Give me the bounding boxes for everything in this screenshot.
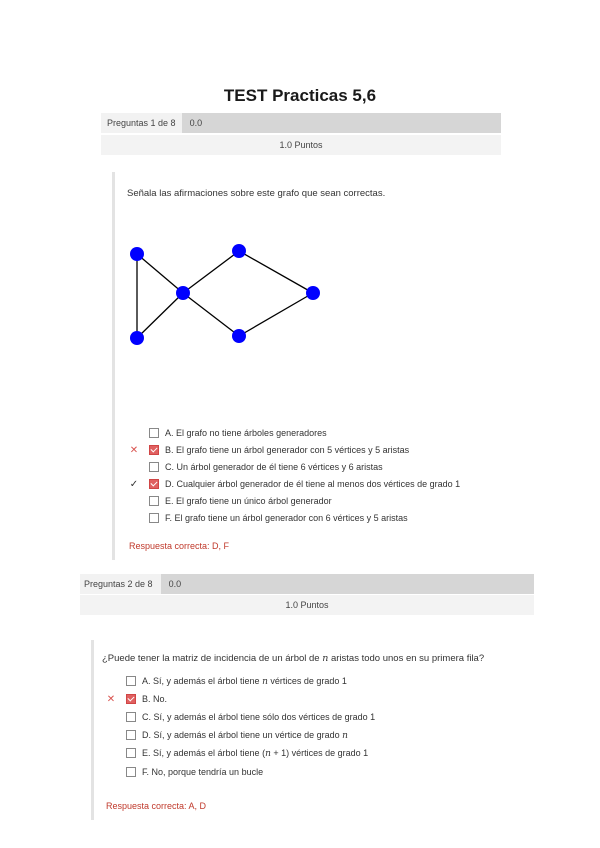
- question-1-points: [101, 135, 501, 155]
- checkbox-checked[interactable]: [126, 694, 136, 704]
- option-text: A. El grafo no tiene árboles generadores: [165, 428, 327, 438]
- option-text: F. No, porque tendría un bucle: [142, 767, 264, 777]
- q2-option-a[interactable]: [126, 674, 347, 688]
- checkbox[interactable]: [149, 496, 159, 506]
- checkbox[interactable]: [126, 730, 136, 740]
- graph-edge: [137, 254, 183, 293]
- q1-option-b[interactable]: [129, 443, 410, 457]
- graph-edge: [183, 251, 239, 293]
- graph-edge: [239, 293, 313, 336]
- question-2-points: [80, 595, 534, 615]
- graph-edge: [183, 293, 239, 336]
- option-text: B. No.: [142, 694, 168, 704]
- graph-node: [176, 286, 190, 300]
- option-text: E. Sí, y además el árbol tiene (n + 1) vértices de grado 1: [142, 747, 369, 759]
- question-2-number: Preguntas 2 de 8: [80, 574, 161, 594]
- question-2-score: 0.0: [168, 579, 182, 589]
- question-1-correct-answer: Respuesta correcta: D, F: [129, 541, 230, 551]
- option-text: A. Sí, y además el árbol tiene n vértices de grado 1: [142, 675, 347, 687]
- question-2-prompt: ¿Puede tener la matriz de incidencia de un árbol de n aristas todo unos en su primera fila?: [102, 653, 485, 664]
- option-text: C. Un árbol generador de él tiene 6 vértices y 6 aristas: [165, 462, 383, 472]
- incorrect-icon: ✕: [106, 693, 116, 705]
- checkbox[interactable]: [149, 428, 159, 438]
- graph-node: [232, 244, 246, 258]
- graph-edges: [137, 251, 313, 338]
- graph-node: [130, 247, 144, 261]
- correct-icon: ✓: [129, 478, 139, 490]
- option-text: F. El grafo tiene un árbol generador con 6 vértices y 5 aristas: [165, 513, 408, 523]
- q1-option-d[interactable]: [129, 477, 461, 491]
- checkbox[interactable]: [126, 712, 136, 722]
- checkbox[interactable]: [126, 748, 136, 758]
- q1-option-f[interactable]: [149, 511, 408, 525]
- checkbox[interactable]: [126, 767, 136, 777]
- graph-nodes: [130, 244, 320, 345]
- graph-node: [232, 329, 246, 343]
- option-text: D. Sí, y además el árbol tiene un vértice de grado n: [142, 729, 348, 741]
- q2-option-d[interactable]: [126, 728, 348, 742]
- question-1-number: Preguntas 1 de 8: [101, 113, 182, 133]
- checkbox-checked[interactable]: [149, 445, 159, 455]
- question-1-points-label: 1.0 Puntos: [279, 140, 323, 150]
- q2-option-b[interactable]: [106, 692, 168, 706]
- question-2-card: [91, 640, 538, 820]
- q2-option-c[interactable]: [126, 710, 375, 724]
- q1-option-a[interactable]: [149, 426, 327, 440]
- page-title: TEST Practicas 5,6: [223, 86, 377, 105]
- q1-option-e[interactable]: [149, 494, 332, 508]
- graph-node: [130, 331, 144, 345]
- checkbox[interactable]: [126, 676, 136, 686]
- q2-option-f[interactable]: [126, 765, 263, 779]
- q2-option-e[interactable]: [126, 746, 368, 760]
- question-1-header: [101, 113, 501, 133]
- graph-figure: [127, 238, 347, 368]
- option-text: D. Cualquier árbol generador de él tiene al menos dos vértices de grado 1: [165, 479, 461, 489]
- question-2-correct-answer: Respuesta correcta: A, D: [106, 801, 207, 811]
- question-2-points-label: 1.0 Puntos: [285, 600, 329, 610]
- checkbox[interactable]: [149, 513, 159, 523]
- option-text: E. El grafo tiene un único árbol generador: [165, 496, 332, 506]
- incorrect-icon: ✕: [129, 444, 139, 456]
- question-1-score: 0.0: [189, 118, 203, 128]
- question-1-card: [112, 172, 495, 560]
- checkbox[interactable]: [149, 462, 159, 472]
- question-2-header: [80, 574, 534, 594]
- question-1-prompt: Señala las afirmaciones sobre este grafo que sean correctas.: [127, 188, 386, 199]
- option-text: B. El grafo tiene un árbol generador con 5 vértices y 5 aristas: [165, 445, 410, 455]
- checkbox-checked[interactable]: [149, 479, 159, 489]
- graph-node: [306, 286, 320, 300]
- graph-edge: [239, 251, 313, 293]
- q1-option-c[interactable]: [149, 460, 383, 474]
- graph-edge: [137, 293, 183, 338]
- option-text: C. Sí, y además el árbol tiene sólo dos vértices de grado 1: [142, 712, 376, 722]
